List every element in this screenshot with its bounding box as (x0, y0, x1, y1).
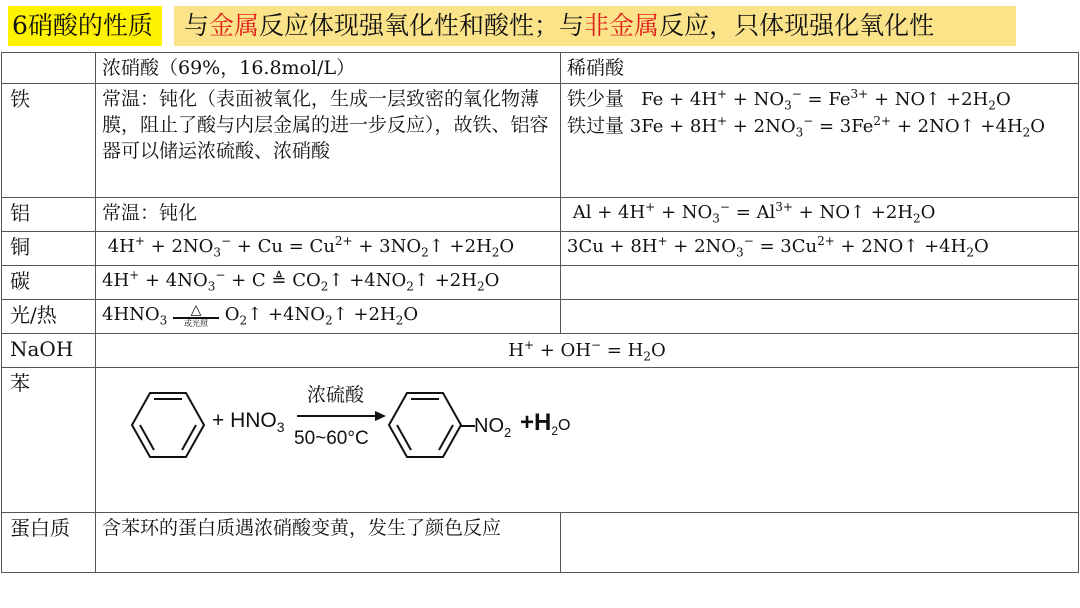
row-label-light-heat: 光/热 (2, 300, 96, 334)
section-description (174, 6, 1016, 46)
protein-conc-cell: 含苯环的蛋白质遇浓硝酸变黄，发生了颜色反应 (96, 513, 561, 573)
neutralization-equation: $H^+ + OH^- = H_2O$ (96, 334, 1079, 368)
nitro-group: $NO_2$ (474, 415, 512, 440)
nitric-acid-table (1, 52, 1079, 573)
iron-conc-cell: 常温：钝化（表面被氧化，生成一层致密的氧化物薄膜，阻止了酸与内层金属的进一步反应），故铁、铝容器可以储运浓硫酸、浓硝酸 (96, 84, 561, 198)
row-label-naoh: NaOH (2, 334, 96, 368)
iron-less-equation: 铁少量 $Fe + 4H^+ + NO_3^- = Fe^{3+}$ + NO↑ $+2H_2O$ (567, 87, 1011, 113)
header-dilute: 稀硝酸 (561, 53, 1079, 84)
desc-highlight-metal: 金属 (209, 11, 260, 40)
copper-conc-equation: $4H^+ + 2NO_3^- + Cu = Cu^{2+}$ + $3NO_2↑ +2H_2O$ (96, 232, 561, 266)
section-number-title: 6硝酸的性质 (8, 6, 162, 46)
row-label-protein: 蛋白质 (2, 513, 96, 573)
reaction-conditions-bottom: 50~60°C (294, 428, 369, 449)
table-row (2, 334, 1079, 368)
header-concentrated: 浓硝酸（69%，16.8mol/L） (96, 53, 561, 84)
nitration-reaction-cell (96, 368, 1079, 513)
nitration-reaction (102, 370, 1072, 510)
table-row (2, 266, 1079, 300)
table-row (2, 300, 1079, 334)
copper-dil-equation: $3Cu + 8H^+ + 2NO_3^- = 3Cu^{2+}$ + 2NO↑ $+4H_2O$ (561, 232, 1079, 266)
bond-line-icon (461, 424, 475, 428)
aluminum-conc-cell: 常温：钝化 (96, 198, 561, 232)
table-row (2, 232, 1079, 266)
water-product: $+H_2O$ (520, 409, 571, 438)
table-row (2, 84, 1079, 198)
row-label-benzene: 苯 (2, 368, 96, 513)
table-header-row (2, 53, 1079, 84)
nitric-acid-reagent: + $HNO_3$ (212, 409, 285, 436)
desc-highlight-nonmetal: 非金属 (584, 11, 660, 40)
desc-text-1: 与 (184, 11, 210, 40)
iron-dil-cell (561, 84, 1079, 198)
row-label-aluminum: 铝 (2, 198, 96, 232)
table-row (2, 198, 1079, 232)
desc-text-3: 反应，只体现强化氧化性 (659, 11, 935, 40)
reaction-conditions-top: 浓硫酸 (307, 384, 365, 406)
row-label-iron: 铁 (2, 84, 96, 198)
table-row (2, 368, 1079, 513)
table-row (2, 513, 1079, 573)
light-dil-cell (561, 300, 1079, 334)
iron-excess-equation: 铁过量 $3Fe + 8H^+ + 2NO_3^- = 3Fe^{2+}$ + 2NO↑ $+4H_2O$ (567, 114, 1046, 140)
nitrobenzene-ring-icon (387, 390, 463, 460)
desc-text-2: 反应体现强氧化性和酸性；与 (259, 11, 585, 40)
aluminum-dil-equation: $Al + 4H^+ + NO_3^- = Al^{3+}$ + NO↑ $+2H_2O$ (561, 198, 1079, 232)
row-label-carbon: 碳 (2, 266, 96, 300)
carbon-conc-equation: $4H^+ + 4NO_3^- + C$ ≜ $CO_2↑$ $+4NO_2↑ +2H_2O$ (96, 266, 561, 300)
row-label-copper: 铜 (2, 232, 96, 266)
condition-arrow: △ 或光照 (173, 303, 219, 328)
protein-dil-cell (561, 513, 1079, 573)
decomposition-equation: $4HNO_3$ △ 或光照 $O_2↑$ $+4NO_2↑ +2H_2O$ (96, 300, 561, 334)
empty-corner-cell (2, 53, 96, 84)
reaction-arrow-icon (297, 410, 387, 422)
benzene-ring-icon (130, 390, 206, 460)
carbon-dil-cell (561, 266, 1079, 300)
